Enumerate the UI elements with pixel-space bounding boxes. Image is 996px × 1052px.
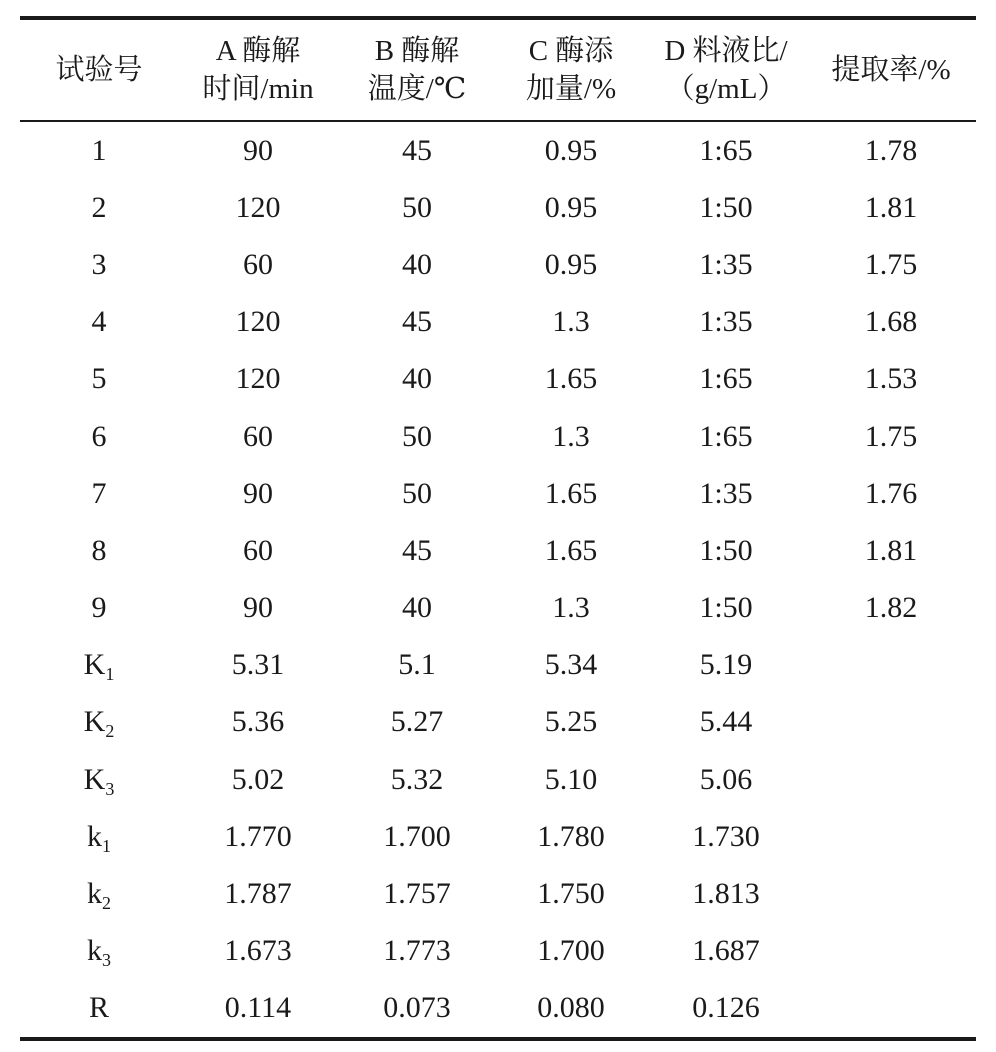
table-cell: 50 [402,190,432,224]
row-label-text: K [83,648,106,682]
table-row [20,122,976,179]
column-header-line: B 酶解 [374,35,460,67]
table-cell: 0.080 [537,991,605,1025]
row-label [20,122,178,179]
table-cell: 0.073 [383,991,451,1025]
row-label-text: 4 [91,305,107,339]
row-label-text: 7 [91,476,107,510]
table-cell: 1.75 [864,419,918,453]
table-row [20,294,976,351]
table-cell [806,980,976,1037]
table-cell: 5.25 [544,705,598,739]
column-header-line: （g/mL） [665,73,787,105]
table-cell: 1.757 [383,877,451,911]
table-cell: 5.44 [699,705,753,739]
table-cell: 1.3 [552,419,590,453]
table-cell: 60 [243,419,273,453]
table-row [20,408,976,465]
table-body [20,122,976,1037]
column-header-4 [646,20,806,120]
table-cell: 0.95 [544,133,598,167]
row-label [20,580,178,637]
row-label-text: K [83,762,106,796]
table-cell: 5.06 [699,762,753,796]
row-label [20,923,178,980]
table-row [20,465,976,522]
table-row [20,808,976,865]
table-cell: 1.787 [224,877,292,911]
column-header-line: 加量/% [525,73,617,105]
table-cell: 40 [402,362,432,396]
bottom-rule [20,1037,976,1041]
table-cell: 5.19 [699,648,753,682]
row-label [20,980,178,1037]
column-header-3 [496,20,646,120]
table-cell: 1.53 [864,362,918,396]
table-cell: 90 [243,133,273,167]
table-row [20,351,976,408]
table-cell: 5.02 [231,762,285,796]
table-cell: 60 [243,247,273,281]
table-cell: 0.95 [544,190,598,224]
table-cell: 0.114 [224,991,292,1025]
table-cell: 1:50 [699,591,753,625]
table-cell: 120 [235,305,281,339]
table-cell: 1.700 [537,934,605,968]
row-label-text: 8 [91,533,107,567]
table-cell: 90 [243,476,273,510]
table-row [20,694,976,751]
table-cell: 90 [243,591,273,625]
table-row [20,751,976,808]
table-cell: 1.3 [552,305,590,339]
results-table-body [20,122,976,1037]
row-label [20,294,178,351]
table-row [20,637,976,694]
row-label-text: 5 [91,362,107,396]
row-label-text: R [88,991,109,1025]
table-cell: 1:65 [699,419,753,453]
row-label-subscript: 3 [102,950,111,971]
table-cell: 1:50 [699,190,753,224]
table-row [20,179,976,236]
table-cell [806,694,976,751]
column-header-line: 时间/min [202,73,314,105]
table-cell: 1:35 [699,476,753,510]
table-cell: 1:35 [699,247,753,281]
row-label [20,408,178,465]
table-cell: 0.126 [692,991,760,1025]
column-header-line: A 酶解 [215,35,301,67]
row-label-text: k [87,877,102,911]
table-cell: 1:35 [699,305,753,339]
orthogonal-test-table [20,16,976,1041]
table-row [20,236,976,293]
table-cell: 120 [235,190,281,224]
table-cell: 1.780 [537,819,605,853]
row-label-text: 2 [91,190,107,224]
row-label-text: K [83,705,106,739]
row-label [20,236,178,293]
table-cell: 45 [402,533,432,567]
column-header-line: 温度/℃ [367,73,467,105]
row-label [20,637,178,694]
table-cell: 1.813 [692,877,760,911]
table-cell: 1.76 [864,476,918,510]
table-cell [806,808,976,865]
row-label-text: 6 [91,419,107,453]
column-header-5 [806,20,976,120]
row-label [20,179,178,236]
table-cell: 1.773 [383,934,451,968]
table-cell: 1:65 [699,362,753,396]
row-label-text: k [87,819,102,853]
table-cell: 50 [402,476,432,510]
table-cell: 1.68 [864,305,918,339]
row-label [20,751,178,808]
row-label-text: 1 [91,133,107,167]
row-label [20,694,178,751]
table-cell: 1.770 [224,819,292,853]
column-header-line: D 料液比/ [664,35,788,67]
header-row [20,20,976,120]
row-label [20,865,178,922]
table-cell: 40 [402,247,432,281]
table-cell: 0.95 [544,247,598,281]
column-header-line: C 酶添 [528,35,614,67]
table-cell: 120 [235,362,281,396]
table-cell: 50 [402,419,432,453]
table-cell: 1:50 [699,533,753,567]
table-cell: 5.10 [544,762,598,796]
table-cell: 5.32 [390,762,444,796]
table-cell: 1.65 [544,476,598,510]
row-label-text: 3 [91,247,107,281]
table-cell: 5.31 [231,648,285,682]
table-row [20,522,976,579]
row-label-text: k [87,934,102,968]
table-row [20,865,976,922]
row-label-subscript: 1 [105,664,115,685]
table-cell: 1.687 [692,934,760,968]
table-cell: 5.34 [544,648,598,682]
table-cell: 1.78 [864,133,918,167]
table-cell: 1.82 [864,591,918,625]
column-header-line: 试验号 [55,54,143,86]
table-cell: 1.750 [537,877,605,911]
row-label-subscript: 3 [105,778,115,799]
table-cell: 60 [243,533,273,567]
table-cell [806,865,976,922]
table-cell [806,751,976,808]
table-cell: 40 [402,591,432,625]
table-row [20,580,976,637]
column-header-2 [338,20,496,120]
table-header [20,20,976,120]
table-cell [806,923,976,980]
row-label-text: 9 [91,591,107,625]
row-label-subscript: 2 [102,893,111,914]
row-label-subscript: 1 [102,835,111,856]
table-cell: 1.65 [544,362,598,396]
column-header-1 [178,20,338,120]
results-table [20,20,976,120]
row-label [20,351,178,408]
column-header-line: 提取率/% [831,54,951,86]
table-cell: 5.1 [398,648,436,682]
row-label [20,465,178,522]
table-cell: 1:65 [699,133,753,167]
table-cell: 1.730 [692,819,760,853]
table-cell: 45 [402,305,432,339]
table-cell [806,637,976,694]
table-cell: 45 [402,133,432,167]
table-cell: 1.673 [224,934,292,968]
table-cell: 1.81 [864,533,918,567]
table-row [20,980,976,1037]
row-label-subscript: 2 [105,721,115,742]
table-cell: 1.75 [864,247,918,281]
table-cell: 5.27 [390,705,444,739]
table-cell: 1.3 [552,591,590,625]
column-header-0 [20,20,178,120]
table-cell: 1.700 [383,819,451,853]
row-label [20,808,178,865]
table-cell: 1.81 [864,190,918,224]
table-cell: 1.65 [544,533,598,567]
row-label [20,522,178,579]
table-cell: 5.36 [231,705,285,739]
table-row [20,923,976,980]
